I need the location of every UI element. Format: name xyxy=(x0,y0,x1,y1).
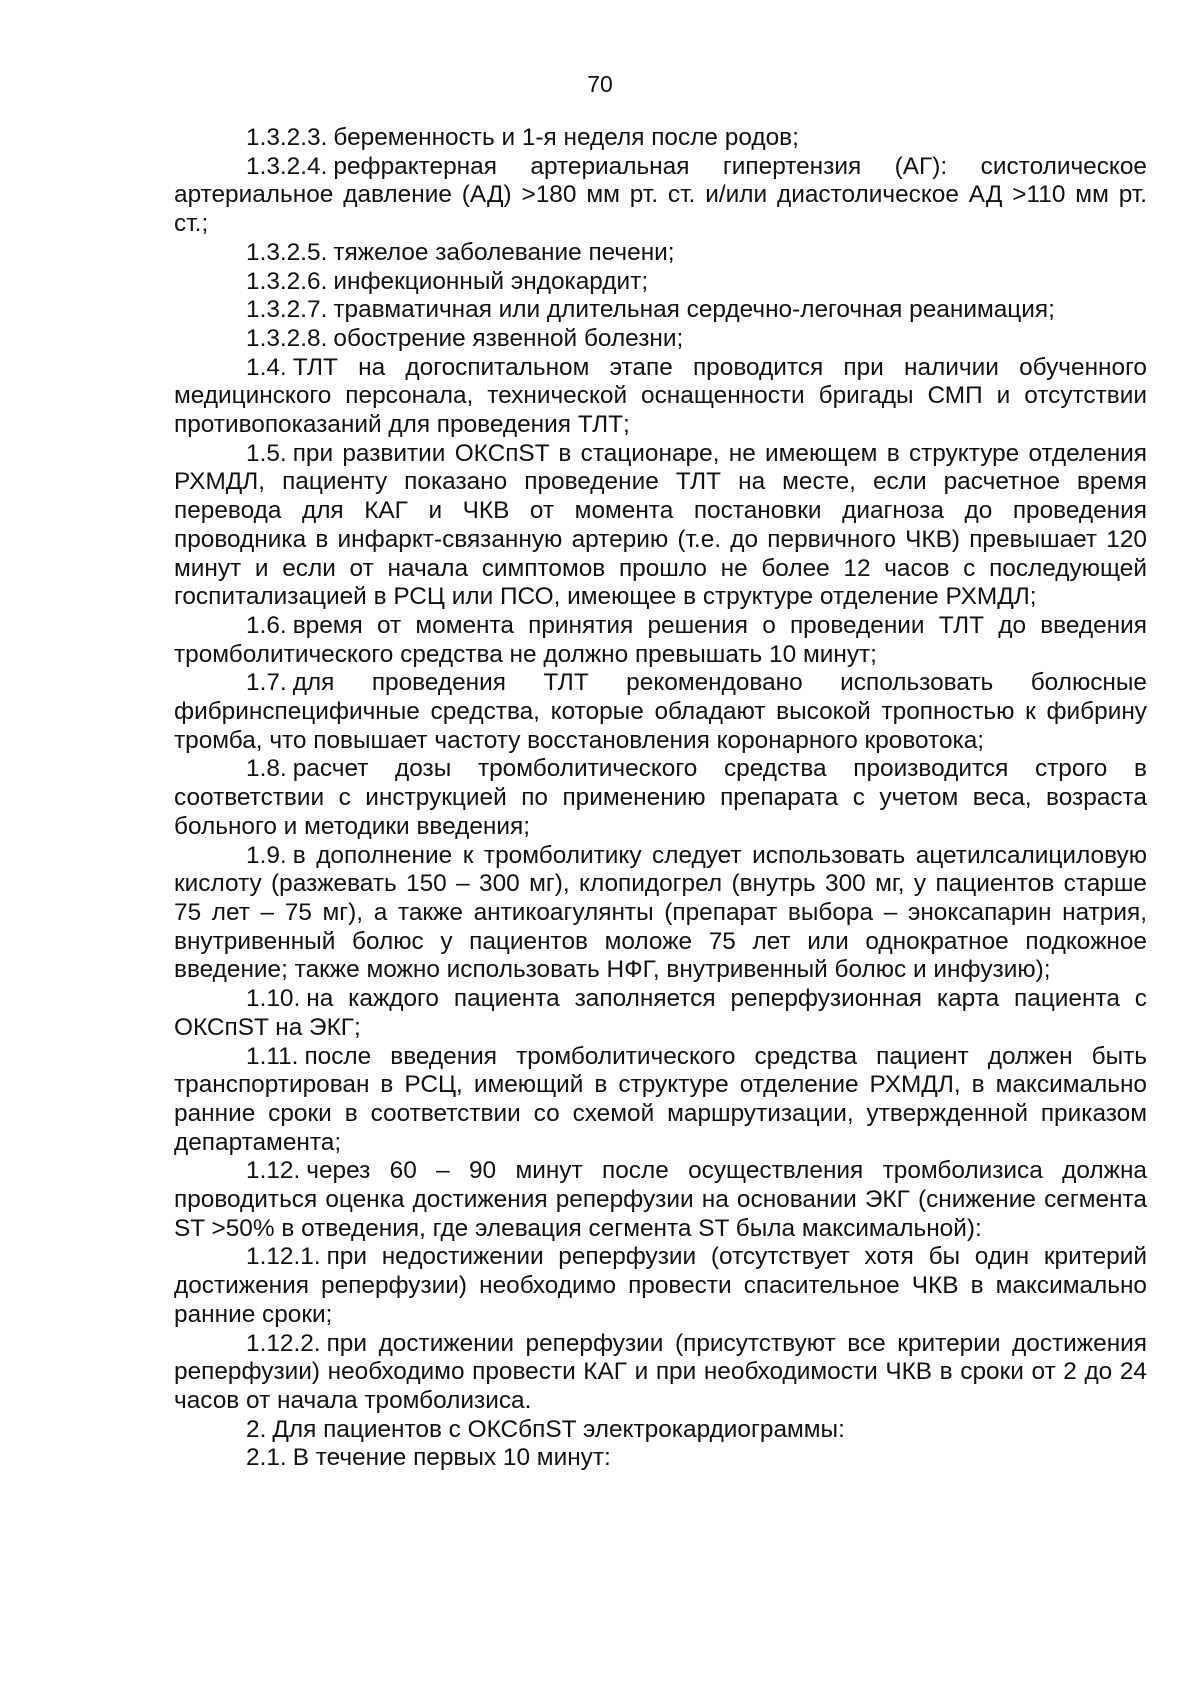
paragraph-1-3-2-6 xyxy=(174,268,1147,297)
paragraph-number: 2. xyxy=(246,1415,267,1443)
paragraph-text: при достижении реперфузии (присутствуют все критерии достижения реперфузии) необходимо провести КАГ и при необходимости ЧКВ в сроки от 2 до 24 часов от начала тромболизиса. xyxy=(174,1329,1147,1414)
paragraph-number: 1.3.2.4. xyxy=(246,152,328,180)
paragraph-text: тяжелое заболевание печени; xyxy=(333,238,675,266)
paragraph-number: 1.11. xyxy=(246,1042,299,1070)
paragraph-1-10 xyxy=(174,985,1147,1042)
paragraph-text: на каждого пациента заполняется реперфузионная карта пациента с ОКСпST на ЭКГ; xyxy=(174,985,1147,1041)
paragraph-number: 1.7. xyxy=(246,669,287,697)
paragraph-1-12 xyxy=(174,1157,1147,1243)
paragraph-1-9 xyxy=(174,842,1147,986)
paragraph-text: травматичная или длительная сердечно-легочная реанимация; xyxy=(333,296,1055,324)
paragraph-number: 1.3.2.7. xyxy=(246,296,328,324)
paragraph-number: 1.3.2.3. xyxy=(246,124,328,151)
paragraph-number: 1.3.2.6. xyxy=(246,267,328,295)
paragraph-1-3-2-4 xyxy=(174,153,1147,239)
paragraph-text: рефрактерная артериальная гипертензия (АГ): систолическое артериальное давление (АД) >180 мм рт. ст. и/или диастолическое АД >110 мм рт. ст.; xyxy=(174,152,1147,238)
paragraph-text: через 60 – 90 минут после осуществления тромболизиса должна проводиться оценка достижения реперфузии на основании ЭКГ (снижение сегмента ST >50% в отведения, где элевация сегмента ST была максимальной): xyxy=(174,1157,1147,1242)
paragraph-number: 1.5. xyxy=(246,439,287,467)
paragraph-number: 1.12.2. xyxy=(246,1329,321,1357)
paragraph-text: в дополнение к тромболитику следует использовать ацетилсалициловую кислоту (разжевать 150 – 300 мг), клопидогрел (внутрь 300 мг, у пациентов старше 75 лет – 75 мг), а также антикоагулянты (препарат выбора – эноксапарин натрия, внутривенный болюс у пациентов моложе 75 лет или однократное подкожное введение; также можно использовать НФГ, внутривенный болюс и инфузию); xyxy=(174,841,1147,984)
paragraph-number: 1.3.2.5. xyxy=(246,238,328,266)
paragraph-number: 1.8. xyxy=(246,755,287,783)
paragraph-number: 1.4. xyxy=(246,353,287,381)
paragraph-1-3-2-7 xyxy=(174,296,1147,325)
paragraph-2 xyxy=(174,1416,1147,1445)
paragraph-1-7 xyxy=(174,669,1147,755)
paragraph-1-6 xyxy=(174,612,1147,669)
paragraph-text: время от момента принятия решения о проведении ТЛТ до введения тромболитического средства не должно превышать 10 минут; xyxy=(174,611,1147,668)
paragraph-1-3-2-8 xyxy=(174,325,1147,354)
paragraph-2-1 xyxy=(174,1444,1147,1473)
paragraph-text: при недостижении реперфузии (отсутствует хотя бы один критерий достижения реперфузии) необходимо провести спасительное ЧКВ в максимально ранние сроки; xyxy=(174,1243,1147,1328)
paragraph-number: 1.9. xyxy=(246,841,287,869)
paragraph-1-3-2-5 xyxy=(174,239,1147,268)
paragraph-number: 2.1. xyxy=(246,1444,287,1472)
paragraph-number: 1.12. xyxy=(246,1157,301,1185)
paragraph-text: инфекционный эндокардит; xyxy=(333,267,649,295)
paragraph-text: обострение язвенной болезни; xyxy=(333,324,684,352)
paragraph-text: В течение первых 10 минут: xyxy=(292,1444,611,1472)
paragraph-text: ТЛТ на догоспитальном этапе проводится при наличии обученного медицинского персонала, технической оснащенности бригады СМП и отсутствии противопоказаний для проведения ТЛТ; xyxy=(174,353,1147,439)
document-body xyxy=(174,124,1147,1473)
paragraph-number: 1.12.1. xyxy=(246,1243,321,1271)
paragraph-1-11 xyxy=(174,1043,1147,1158)
paragraph-number: 1.6. xyxy=(246,611,287,639)
paragraph-text: при развитии ОКСпST в стационаре, не имеющем в структуре отделения РХМДЛ, пациенту показано проведение ТЛТ на месте, если расчетное время перевода для КАГ и ЧКВ от момента постановки диагноза до проведения проводника в инфаркт-связанную артерию (т.е. до первичного ЧКВ) превышает 120 минут и если от начала симптомов прошло не более 12 часов с последующей госпитализацией в РСЦ или ПСО, имеющее в структуре отделение РХМДЛ; xyxy=(174,439,1147,611)
paragraph-1-4 xyxy=(174,354,1147,440)
page-number: 70 xyxy=(587,71,613,97)
paragraph-text: беременность и 1-я неделя после родов; xyxy=(333,124,799,151)
paragraph-text: после введения тромболитического средства пациент должен быть транспортирован в РСЦ, имеющий в структуре отделение РХМДЛ, в максимально ранние сроки в соответствии со схемой маршрутизации, утвержденной приказом департамента; xyxy=(174,1042,1147,1156)
paragraph-number: 1.10. xyxy=(246,985,301,1013)
paragraph-1-5 xyxy=(174,440,1147,612)
paragraph-1-3-2-3 xyxy=(174,124,1147,153)
paragraph-number: 1.3.2.8. xyxy=(246,324,328,352)
paragraph-1-12-2 xyxy=(174,1330,1147,1416)
paragraph-text: для проведения ТЛТ рекомендовано использовать болюсные фибринспецифичные средства, которые обладают высокой тропностью к фибрину тромба, что повышает частоту восстановления коронарного кровотока; xyxy=(174,669,1147,754)
paragraph-1-12-1 xyxy=(174,1243,1147,1329)
paragraph-text: расчет дозы тромболитического средства производится строго в соответствии с инструкцией по применению препарата с учетом веса, возраста больного и методики введения; xyxy=(174,755,1147,840)
paragraph-text: Для пациентов с ОКСбпST электрокардиограммы: xyxy=(272,1415,845,1443)
paragraph-1-8 xyxy=(174,755,1147,841)
